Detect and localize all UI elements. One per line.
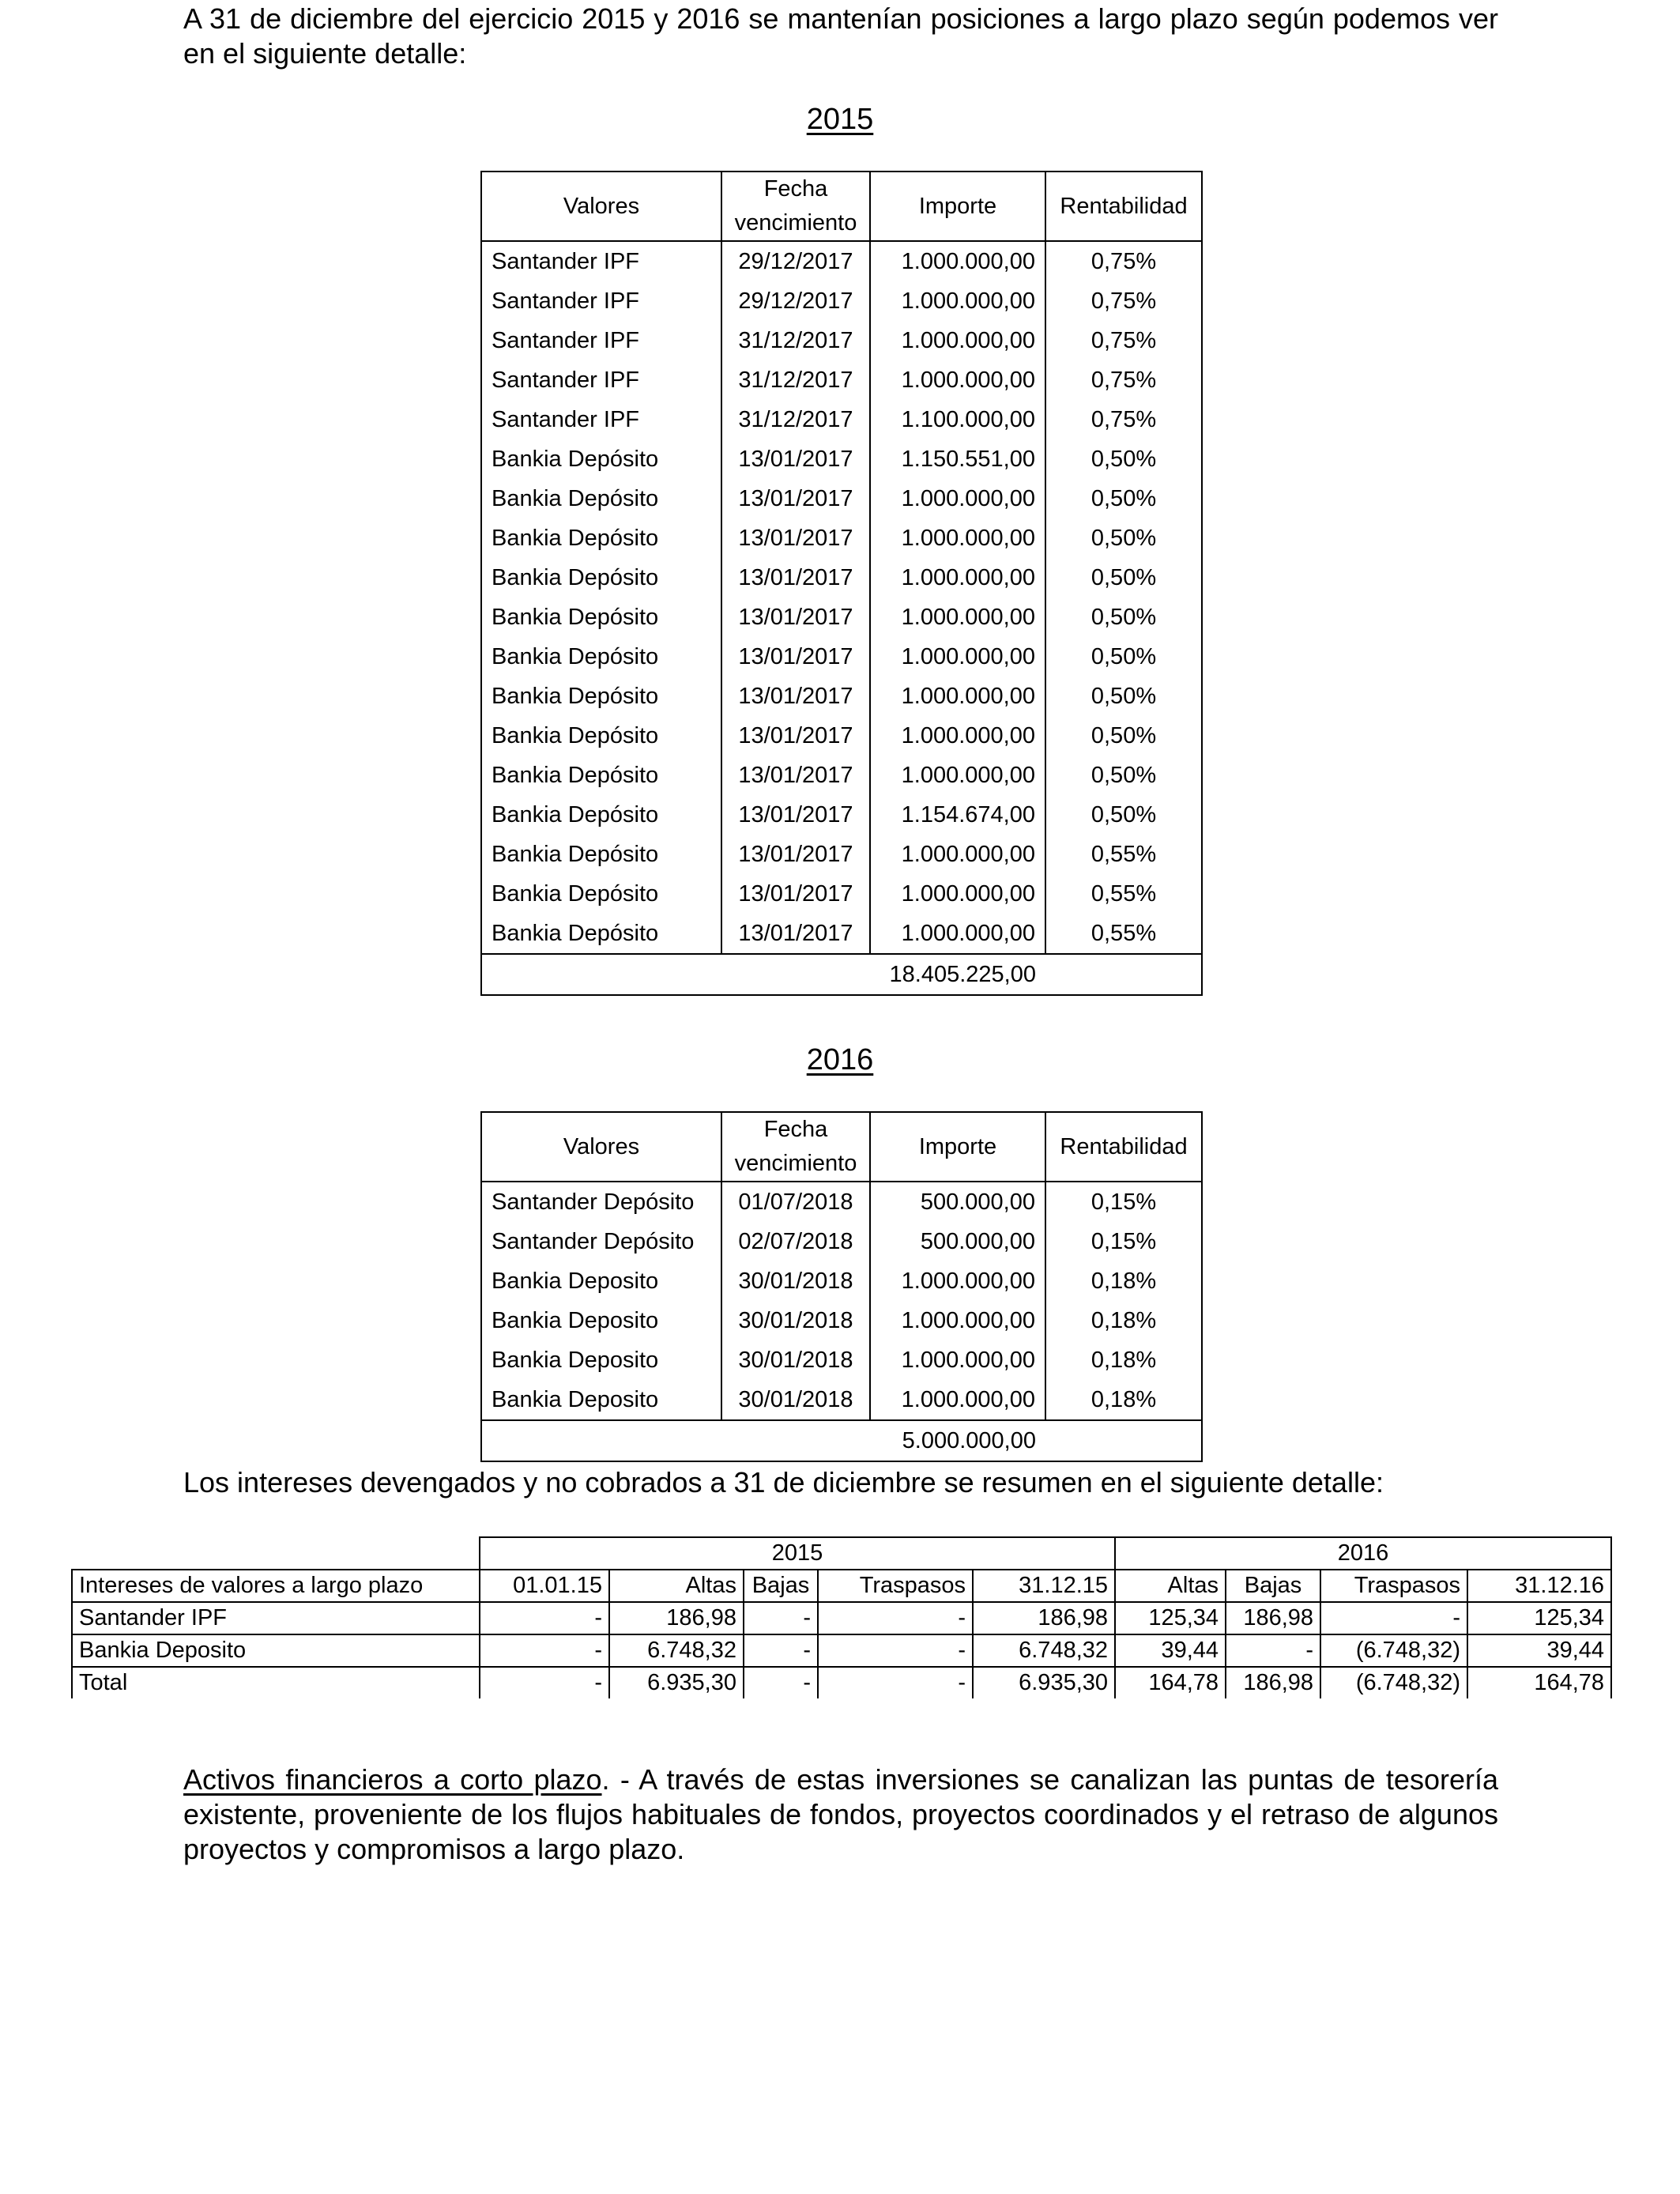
group-2016: 2016	[1115, 1537, 1611, 1570]
table-row	[481, 1380, 1202, 1420]
cell-rentabilidad: 0,15%	[1045, 1182, 1202, 1222]
table-row	[481, 756, 1202, 795]
interest-value: (6.748,32)	[1320, 1667, 1467, 1698]
cell-fecha: 30/01/2018	[721, 1261, 870, 1301]
cell-importe: 1.000.000,00	[870, 360, 1045, 400]
cell-importe: 1.000.000,00	[870, 756, 1045, 795]
cell-rentabilidad: 0,55%	[1045, 914, 1202, 954]
table-row	[481, 360, 1202, 400]
cell-importe: 1.000.000,00	[870, 1380, 1045, 1420]
table-2015-total-row	[481, 954, 1202, 995]
cell-valor: Santander IPF	[481, 281, 721, 321]
header-fecha-vencimiento	[721, 172, 870, 241]
header-rentabilidad: Rentabilidad	[1045, 172, 1202, 241]
header-importe: Importe	[870, 1112, 1045, 1182]
intro-paragraph: A 31 de diciembre del ejercicio 2015 y 2016 se mantenían posiciones a largo plazo según podemos ver en el siguiente detalle:	[183, 2, 1498, 70]
cell-valor: Bankia Depósito	[481, 479, 721, 518]
cell-rentabilidad: 0,55%	[1045, 835, 1202, 874]
table-row	[481, 518, 1202, 558]
cell-rentabilidad: 0,55%	[1045, 874, 1202, 914]
table-2015-title: 2015	[806, 103, 874, 136]
table-row	[481, 874, 1202, 914]
interest-value: -	[818, 1634, 973, 1667]
interest-label-header: Intereses de valores a largo plazo	[72, 1570, 480, 1602]
cell-fecha: 01/07/2018	[721, 1182, 870, 1222]
table-row	[481, 321, 1202, 360]
interest-col-header: Altas	[1115, 1570, 1226, 1602]
group-2015: 2015	[480, 1537, 1115, 1570]
interest-value: 39,44	[1467, 1634, 1611, 1667]
cell-importe: 1.000.000,00	[870, 1340, 1045, 1380]
cell-fecha: 13/01/2017	[721, 795, 870, 835]
closing-text: - A través de estas inversiones se canalizan las puntas de tesorería existente, proveniente de los flujos habituales de fondos, proyectos coordinados y el retraso de algunos proyectos y compromisos a largo plazo.	[183, 1763, 1498, 1865]
table-row	[481, 400, 1202, 439]
cell-rentabilidad: 0,75%	[1045, 281, 1202, 321]
total-importe-2016: 5.000.000,00	[870, 1420, 1045, 1461]
cell-valor: Santander IPF	[481, 360, 721, 400]
header-fecha-line1: Fecha	[763, 1117, 828, 1142]
cell-valor: Bankia Depósito	[481, 716, 721, 756]
table-row	[481, 1182, 1202, 1222]
cell-fecha: 31/12/2017	[721, 360, 870, 400]
cell-importe: 1.000.000,00	[870, 1301, 1045, 1340]
interest-value: -	[1226, 1634, 1320, 1667]
cell-rentabilidad: 0,18%	[1045, 1340, 1202, 1380]
header-fecha-line2: vencimiento	[734, 1151, 857, 1176]
cell-rentabilidad: 0,75%	[1045, 321, 1202, 360]
cell-fecha: 13/01/2017	[721, 518, 870, 558]
cell-importe: 1.000.000,00	[870, 677, 1045, 716]
interest-value: 6.935,30	[609, 1667, 744, 1698]
interest-value: 186,98	[609, 1602, 744, 1634]
interest-value: 164,78	[1467, 1667, 1611, 1698]
cell-fecha: 29/12/2017	[721, 241, 870, 281]
cell-rentabilidad: 0,50%	[1045, 756, 1202, 795]
cell-valor: Santander Depósito	[481, 1222, 721, 1261]
cell-importe: 1.000.000,00	[870, 281, 1045, 321]
cell-fecha: 29/12/2017	[721, 281, 870, 321]
cell-rentabilidad: 0,75%	[1045, 400, 1202, 439]
cell-rentabilidad: 0,50%	[1045, 479, 1202, 518]
header-valores: Valores	[481, 172, 721, 241]
table-row	[481, 558, 1202, 598]
table-row	[481, 637, 1202, 677]
interest-header-row	[72, 1570, 1611, 1602]
interest-value: 164,78	[1115, 1667, 1226, 1698]
cell-importe: 1.000.000,00	[870, 241, 1045, 281]
cell-valor: Bankia Depósito	[481, 795, 721, 835]
cell-fecha: 13/01/2017	[721, 677, 870, 716]
cell-rentabilidad: 0,50%	[1045, 637, 1202, 677]
cell-valor: Bankia Depósito	[481, 756, 721, 795]
interest-row-label: Total	[72, 1667, 480, 1698]
table-row	[481, 1261, 1202, 1301]
interest-value: -	[480, 1602, 609, 1634]
table-2015-body	[481, 241, 1202, 954]
interest-value: 6.748,32	[973, 1634, 1115, 1667]
table-row	[481, 835, 1202, 874]
interest-value: -	[1320, 1602, 1467, 1634]
cell-valor: Bankia Depósito	[481, 835, 721, 874]
cell-fecha: 13/01/2017	[721, 835, 870, 874]
cell-importe: 1.000.000,00	[870, 558, 1045, 598]
interest-col-header: 01.01.15	[480, 1570, 609, 1602]
interest-value: -	[744, 1634, 818, 1667]
cell-importe: 500.000,00	[870, 1222, 1045, 1261]
cell-importe: 1.000.000,00	[870, 518, 1045, 558]
cell-importe: 1.000.000,00	[870, 716, 1045, 756]
table-row	[481, 598, 1202, 637]
header-fecha-vencimiento	[721, 1112, 870, 1182]
cell-valor: Bankia Depósito	[481, 439, 721, 479]
interest-table	[71, 1536, 1612, 1698]
interest-value: -	[818, 1667, 973, 1698]
cell-rentabilidad: 0,50%	[1045, 795, 1202, 835]
cell-fecha: 30/01/2018	[721, 1380, 870, 1420]
interest-value: -	[480, 1634, 609, 1667]
table-row	[481, 439, 1202, 479]
header-fecha-line2: vencimiento	[734, 210, 857, 236]
closing-paragraph	[183, 1762, 1498, 1867]
cell-importe: 1.000.000,00	[870, 321, 1045, 360]
table-header-row	[481, 1112, 1202, 1182]
cell-rentabilidad: 0,50%	[1045, 518, 1202, 558]
interest-value: 6.748,32	[609, 1634, 744, 1667]
cell-importe: 1.000.000,00	[870, 874, 1045, 914]
total-importe-2015: 18.405.225,00	[870, 954, 1045, 995]
interest-value: 6.935,30	[973, 1667, 1115, 1698]
interest-value: 186,98	[1226, 1667, 1320, 1698]
header-importe: Importe	[870, 172, 1045, 241]
holdings-table-2015	[480, 171, 1203, 996]
cell-importe: 1.000.000,00	[870, 479, 1045, 518]
cell-rentabilidad: 0,75%	[1045, 360, 1202, 400]
cell-rentabilidad: 0,18%	[1045, 1380, 1202, 1420]
cell-fecha: 13/01/2017	[721, 558, 870, 598]
cell-rentabilidad: 0,50%	[1045, 716, 1202, 756]
interest-value: 125,34	[1115, 1602, 1226, 1634]
cell-valor: Bankia Deposito	[481, 1380, 721, 1420]
cell-fecha: 30/01/2018	[721, 1340, 870, 1380]
interest-row	[72, 1667, 1611, 1698]
cell-importe: 1.000.000,00	[870, 914, 1045, 954]
table-row	[481, 281, 1202, 321]
cell-fecha: 13/01/2017	[721, 756, 870, 795]
table-2016-total-row	[481, 1420, 1202, 1461]
table-row	[481, 795, 1202, 835]
closing-heading: Activos financieros a corto plazo	[183, 1763, 602, 1796]
interest-value: -	[744, 1667, 818, 1698]
cell-valor: Bankia Depósito	[481, 518, 721, 558]
table-row	[481, 716, 1202, 756]
cell-importe: 500.000,00	[870, 1182, 1045, 1222]
cell-fecha: 31/12/2017	[721, 321, 870, 360]
cell-valor: Santander IPF	[481, 241, 721, 281]
interest-value: 39,44	[1115, 1634, 1226, 1667]
interest-body	[72, 1602, 1611, 1698]
cell-fecha: 02/07/2018	[721, 1222, 870, 1261]
cell-fecha: 13/01/2017	[721, 914, 870, 954]
header-valores: Valores	[481, 1112, 721, 1182]
cell-fecha: 13/01/2017	[721, 716, 870, 756]
cell-importe: 1.000.000,00	[870, 637, 1045, 677]
cell-valor: Bankia Depósito	[481, 914, 721, 954]
table-row	[481, 241, 1202, 281]
holdings-table-2016	[480, 1111, 1203, 1462]
table-2016-title: 2016	[806, 1043, 874, 1076]
cell-valor: Bankia Depósito	[481, 677, 721, 716]
cell-rentabilidad: 0,18%	[1045, 1261, 1202, 1301]
cell-valor: Santander IPF	[481, 400, 721, 439]
cell-valor: Bankia Deposito	[481, 1301, 721, 1340]
table-2016-body	[481, 1182, 1202, 1420]
header-rentabilidad: Rentabilidad	[1045, 1112, 1202, 1182]
table-row	[481, 1301, 1202, 1340]
cell-fecha: 13/01/2017	[721, 874, 870, 914]
cell-fecha: 13/01/2017	[721, 598, 870, 637]
interest-value: -	[744, 1602, 818, 1634]
cell-importe: 1.150.551,00	[870, 439, 1045, 479]
table-header-row	[481, 172, 1202, 241]
cell-valor: Santander Depósito	[481, 1182, 721, 1222]
cell-importe: 1.000.000,00	[870, 598, 1045, 637]
cell-rentabilidad: 0,50%	[1045, 558, 1202, 598]
cell-rentabilidad: 0,18%	[1045, 1301, 1202, 1340]
interest-row-label: Santander IPF	[72, 1602, 480, 1634]
cell-importe: 1.154.674,00	[870, 795, 1045, 835]
interest-col-header: Bajas	[1226, 1570, 1320, 1602]
cell-valor: Bankia Depósito	[481, 874, 721, 914]
table-row	[481, 1222, 1202, 1261]
interest-col-header: Altas	[609, 1570, 744, 1602]
table-row	[481, 479, 1202, 518]
cell-valor: Bankia Depósito	[481, 637, 721, 677]
cell-fecha: 13/01/2017	[721, 637, 870, 677]
interest-col-header: Traspasos	[1320, 1570, 1467, 1602]
header-fecha-line1: Fecha	[763, 176, 828, 202]
cell-rentabilidad: 0,15%	[1045, 1222, 1202, 1261]
cell-fecha: 31/12/2017	[721, 400, 870, 439]
cell-fecha: 13/01/2017	[721, 439, 870, 479]
interest-col-header: 31.12.16	[1467, 1570, 1611, 1602]
interest-group-row	[72, 1537, 1611, 1570]
cell-rentabilidad: 0,50%	[1045, 598, 1202, 637]
interest-value: 125,34	[1467, 1602, 1611, 1634]
cell-importe: 1.000.000,00	[870, 1261, 1045, 1301]
closing-heading-suffix: .	[601, 1763, 610, 1796]
interest-value: -	[480, 1667, 609, 1698]
interest-row-label: Bankia Deposito	[72, 1634, 480, 1667]
table-row	[481, 914, 1202, 954]
cell-fecha: 13/01/2017	[721, 479, 870, 518]
interest-row	[72, 1634, 1611, 1667]
interest-col-header: 31.12.15	[973, 1570, 1115, 1602]
interest-value: 186,98	[1226, 1602, 1320, 1634]
interest-row	[72, 1602, 1611, 1634]
cell-rentabilidad: 0,75%	[1045, 241, 1202, 281]
cell-fecha: 30/01/2018	[721, 1301, 870, 1340]
table-row	[481, 1340, 1202, 1380]
table-row	[481, 677, 1202, 716]
cell-valor: Bankia Deposito	[481, 1340, 721, 1380]
interest-value: 186,98	[973, 1602, 1115, 1634]
cell-importe: 1.100.000,00	[870, 400, 1045, 439]
cell-rentabilidad: 0,50%	[1045, 677, 1202, 716]
interest-intro-paragraph: Los intereses devengados y no cobrados a 31 de diciembre se resumen en el siguiente detalle:	[183, 1466, 1384, 1498]
cell-valor: Bankia Depósito	[481, 558, 721, 598]
interest-value: -	[818, 1602, 973, 1634]
interest-value: (6.748,32)	[1320, 1634, 1467, 1667]
cell-importe: 1.000.000,00	[870, 835, 1045, 874]
cell-valor: Santander IPF	[481, 321, 721, 360]
cell-valor: Bankia Depósito	[481, 598, 721, 637]
interest-col-header: Traspasos	[818, 1570, 973, 1602]
interest-col-header: Bajas	[744, 1570, 818, 1602]
cell-valor: Bankia Deposito	[481, 1261, 721, 1301]
cell-rentabilidad: 0,50%	[1045, 439, 1202, 479]
